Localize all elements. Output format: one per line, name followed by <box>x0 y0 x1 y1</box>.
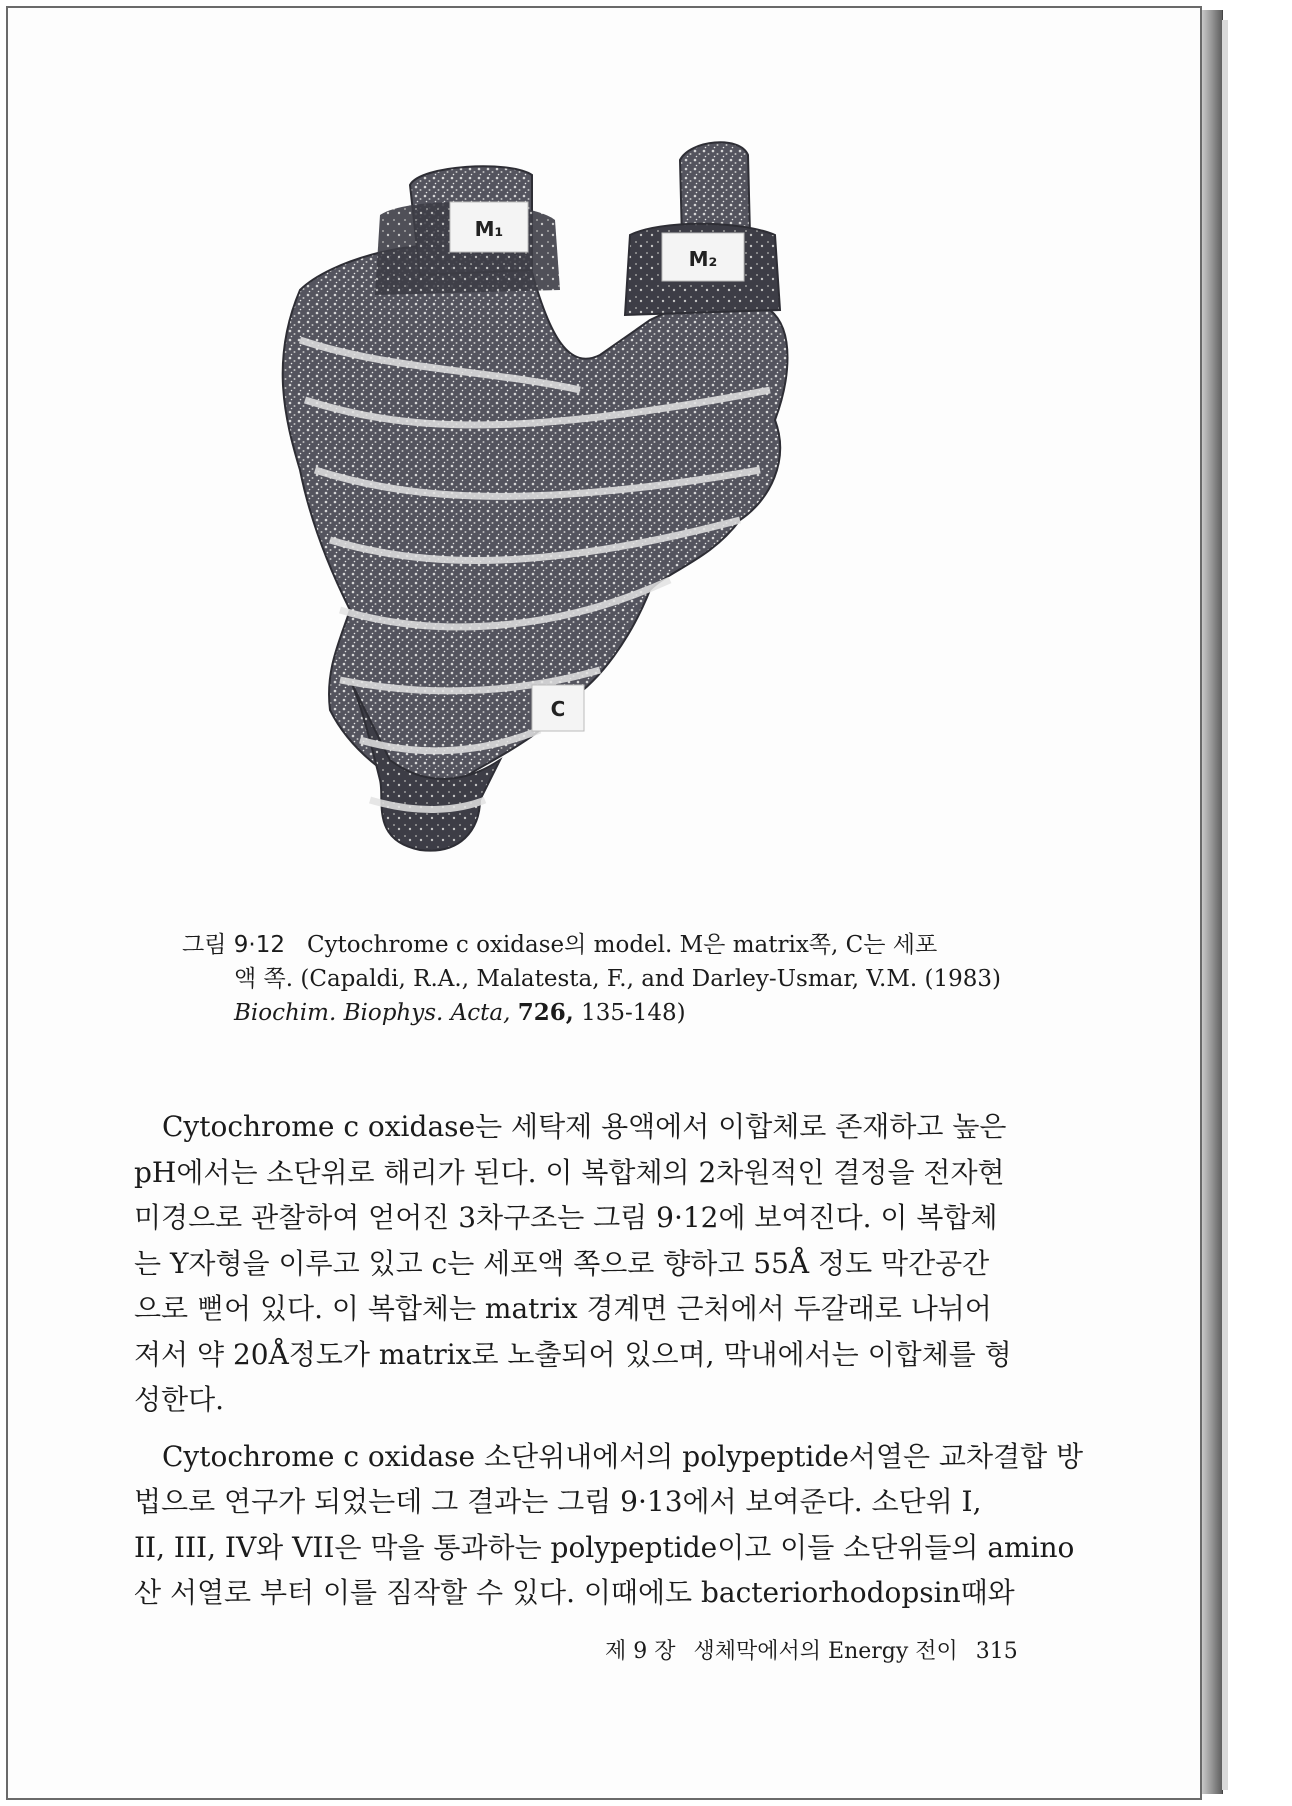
paragraph-2-line: Cytochrome c oxidase 소단위내에서의 polypeptide서열은 교차결합 방 <box>162 1439 1084 1473</box>
page-number: 315 <box>975 1639 1018 1664</box>
journal-name: Biochim. Biophys. Acta, <box>234 1000 511 1026</box>
paragraph-1-line: 져서 약 20Å정도가 matrix로 노출되어 있으며, 막내에서는 이합체를 형 <box>134 1337 1012 1371</box>
paragraph-1-line: 미경으로 관찰하여 얻어진 3차구조는 그림 9·12에 보여진다. 이 복합체 <box>134 1201 998 1234</box>
figure-number: 그림 9·12 <box>182 932 285 958</box>
paragraph-2-line: II, III, IV와 VII은 막을 통과하는 polypeptide이고 이들 소단위들의 amino <box>134 1530 1075 1564</box>
paragraph-1-line: pH에서는 소단위로 해리가 된다. 이 복합체의 2차원적인 결정을 전자현 <box>134 1155 1005 1189</box>
paragraph-2-line: 산 서열로 부터 이를 짐작할 수 있다. 이때에도 bacteriorhodopsin때와 <box>134 1576 1015 1609</box>
caption-line-3 <box>182 996 1022 1030</box>
paragraph-1-line: Cytochrome c oxidase는 세탁제 용액에서 이합체로 존재하고 높은 <box>162 1110 1007 1143</box>
paragraph-1-line: 는 Y자형을 이루고 있고 c는 세포액 쪽으로 향하고 55Å 정도 막간공간 <box>134 1246 990 1280</box>
label-m1 <box>450 202 528 252</box>
journal-pages: 135-148) <box>581 1000 686 1026</box>
svg-text:C: C <box>550 697 566 721</box>
label-c <box>532 685 584 731</box>
paragraph-1-line: 으로 뻗어 있다. 이 복합체는 matrix 경계면 근처에서 두갈래로 나뉘어 <box>134 1292 992 1325</box>
journal-volume: 726, <box>517 999 574 1026</box>
footer-chapter: 제 9 장 <box>605 1639 676 1664</box>
paragraph-2-line: 법으로 연구가 되었는데 그 결과는 그림 9·13에서 보여준다. 소단위 I, <box>134 1485 982 1518</box>
paragraph-1-line: 성한다. <box>134 1383 225 1416</box>
caption-line-2: 액 쪽. (Capaldi, R.A., Malatesta, F., and Darley-Usmar, V.M. (1983) <box>234 966 1001 992</box>
svg-text:M₁: M₁ <box>474 217 504 241</box>
page-footer <box>605 1634 1036 1665</box>
body-text <box>134 1104 1084 1616</box>
figure-caption <box>182 928 1022 1030</box>
cytochrome-oxidase-model-figure <box>270 140 970 920</box>
page-edge <box>1202 10 1223 1794</box>
caption-line-1: 그림 9·12 Cytochrome c oxidase의 model. M은 matrix쪽, C는 세포 <box>182 932 938 958</box>
footer-title: 생체막에서의 Energy 전이 <box>693 1639 958 1664</box>
page-edge-shadow <box>1222 20 1228 1790</box>
label-m2 <box>662 233 744 281</box>
svg-text:M₂: M₂ <box>688 247 718 271</box>
